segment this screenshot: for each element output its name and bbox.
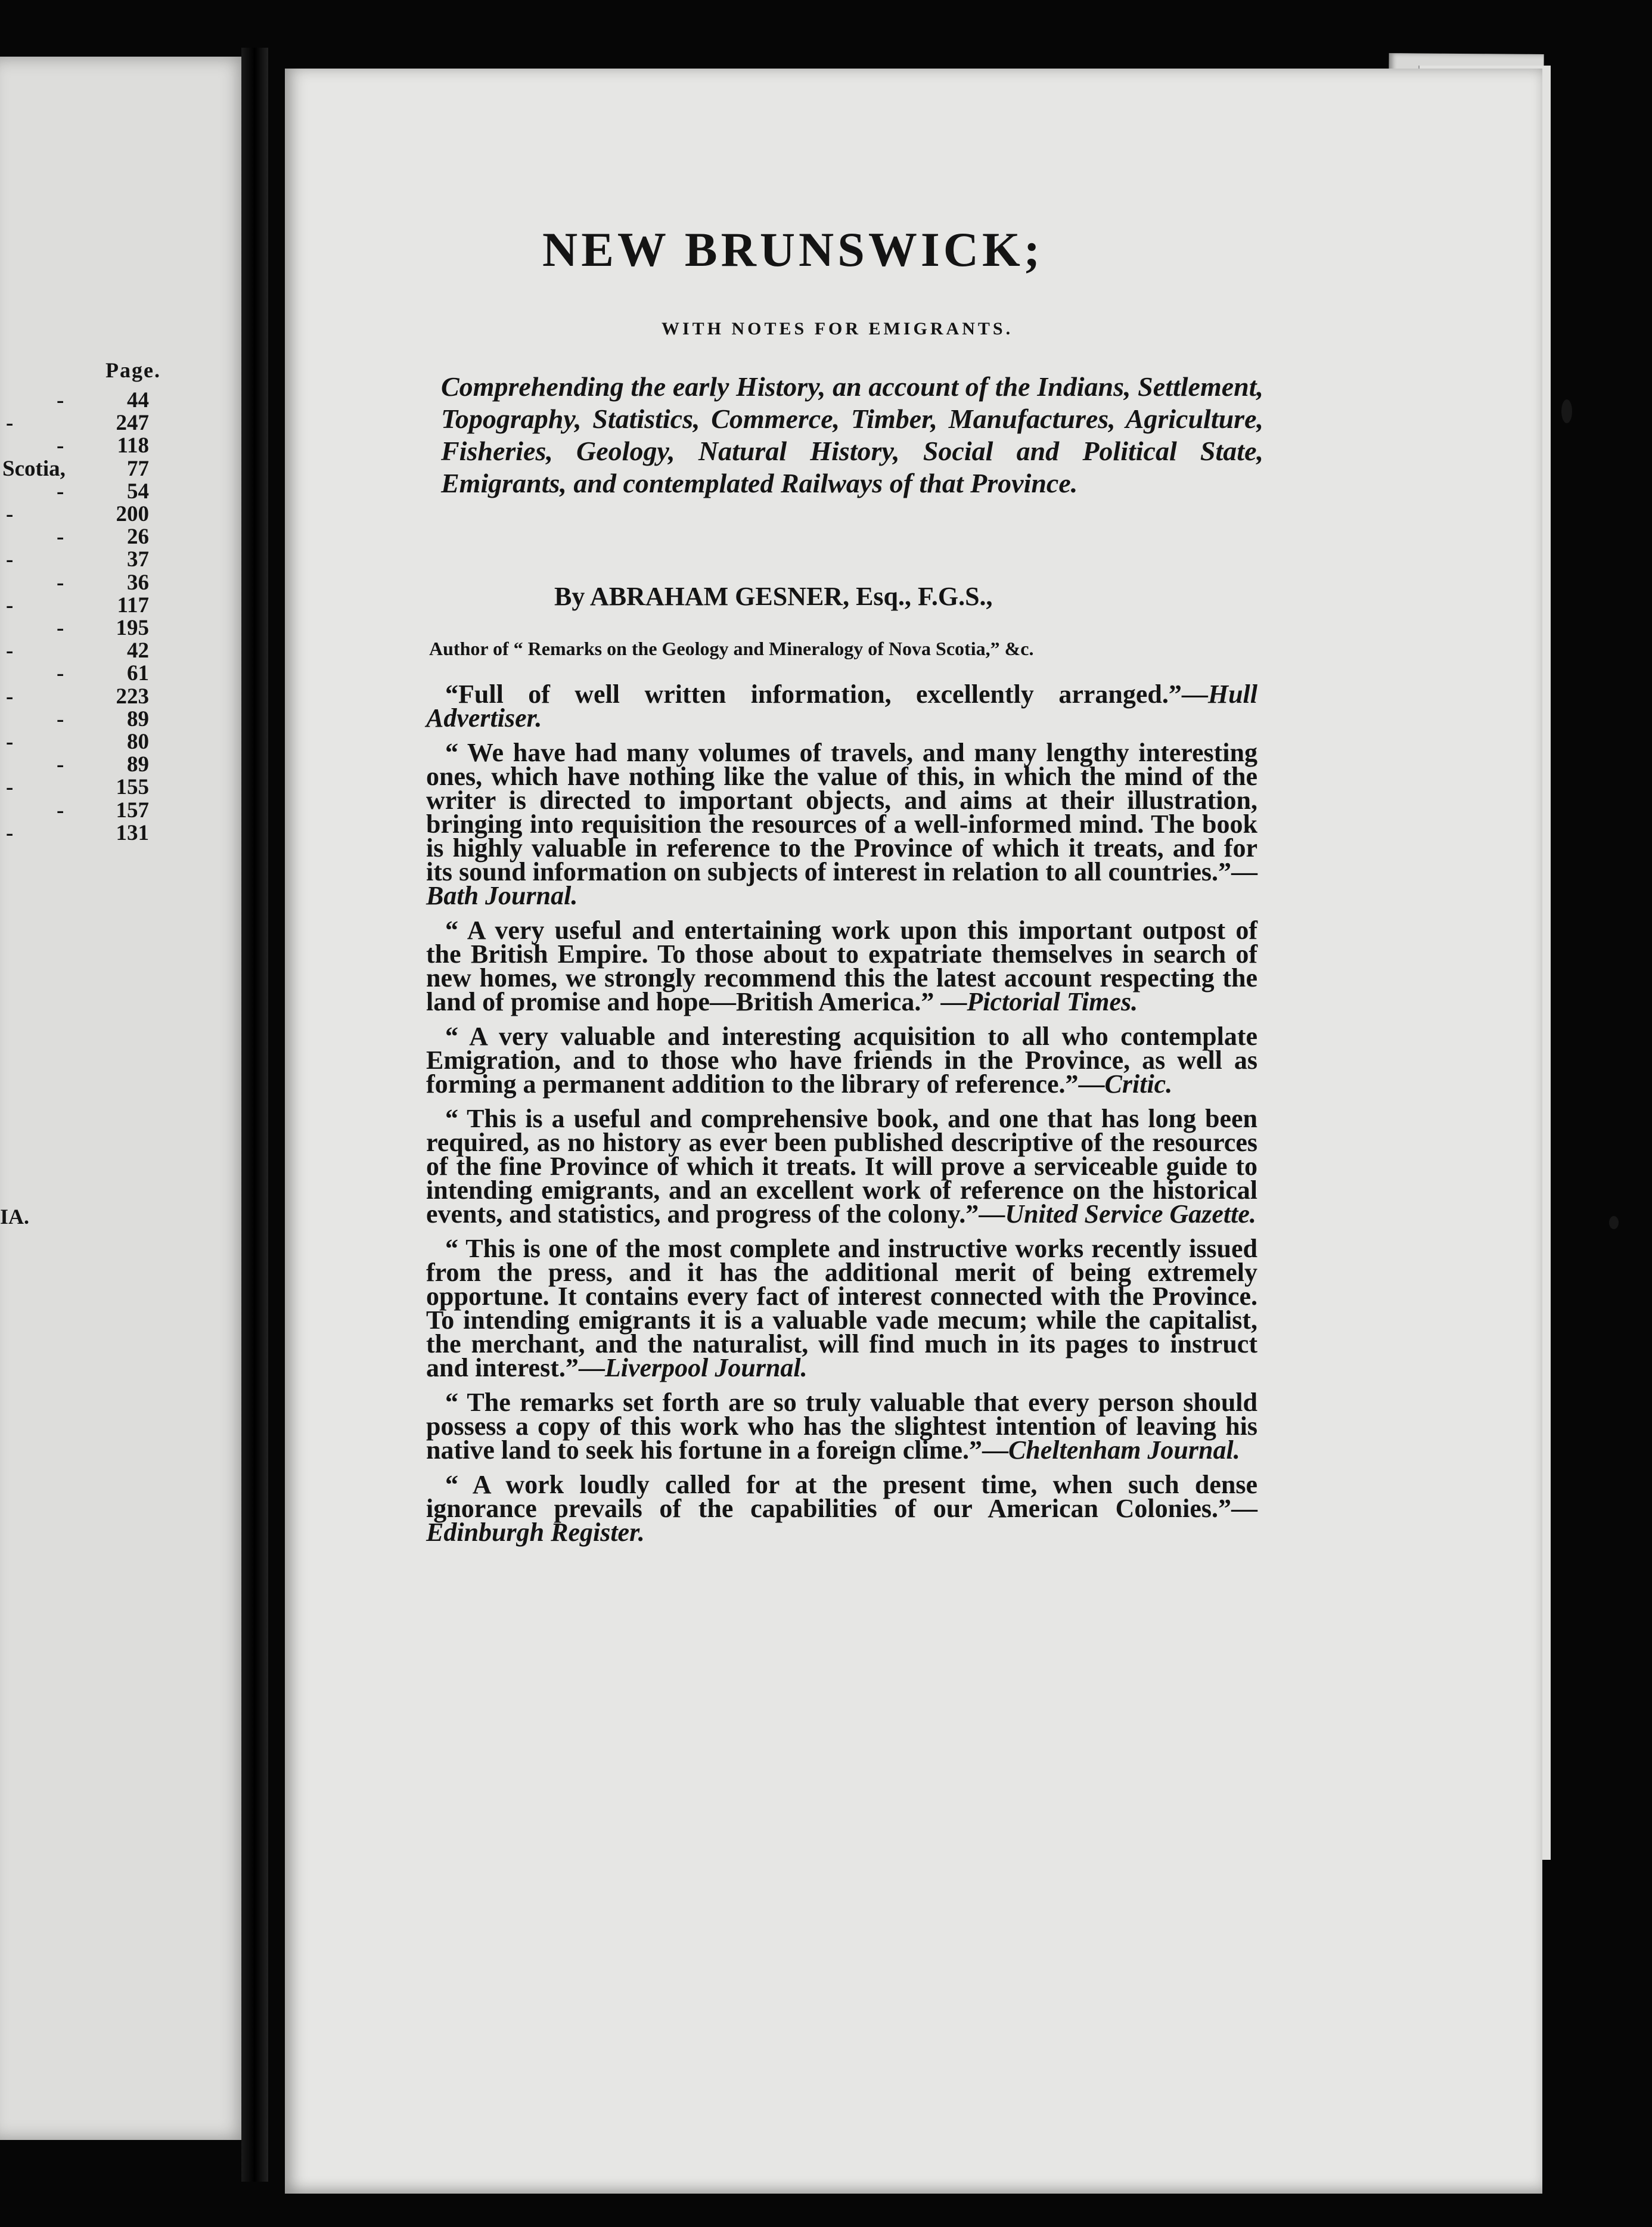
review-quote xyxy=(426,738,1257,910)
index-row xyxy=(0,729,161,752)
index-row-page-number: 157 xyxy=(116,798,149,823)
quote-source: Pictorial Times. xyxy=(967,987,1138,1016)
page-title: NEW BRUNSWICK; xyxy=(542,222,1044,277)
index-row-page-number: 54 xyxy=(127,479,149,504)
quote-source: Edinburgh Register. xyxy=(426,1518,645,1547)
index-row xyxy=(0,684,161,709)
index-row xyxy=(0,410,161,436)
review-quotes xyxy=(426,680,1257,1555)
quote-text: “ A very valuable and interesting acquisition to all who contemplate Emigration, and to those who have friends in the Province, as well as forming a permanent addition to the library of reference.”— xyxy=(426,1022,1257,1099)
quote-text: “Full of well written information, excellently arranged.”— xyxy=(445,680,1208,709)
quote-source: United Service Gazette. xyxy=(1005,1199,1256,1229)
index-row-label: - xyxy=(57,570,64,595)
index-row-label: - xyxy=(6,684,14,709)
index-row-page-number: 131 xyxy=(116,820,149,845)
review-quote xyxy=(426,1388,1257,1465)
ink-smudge xyxy=(1561,399,1572,423)
index-row-label: - xyxy=(57,388,64,412)
index-row xyxy=(0,433,161,458)
index-row-label: - xyxy=(6,730,14,754)
index-row-label: - xyxy=(6,411,14,436)
review-quote xyxy=(426,1234,1257,1382)
index-tail-text: IA. xyxy=(0,1205,30,1229)
index-row-label: - xyxy=(6,638,14,663)
index-row-page-number: 80 xyxy=(127,730,149,754)
index-row xyxy=(0,798,161,823)
index-row xyxy=(0,501,161,524)
index-row-label: - xyxy=(57,433,64,458)
index-row xyxy=(0,547,161,572)
review-quote xyxy=(426,1104,1257,1229)
quote-source: Hull Advertiser. xyxy=(426,680,1257,733)
index-row-page-number: 36 xyxy=(127,570,149,595)
index-row xyxy=(0,593,161,618)
index-row xyxy=(0,638,161,663)
index-row-page-number: 223 xyxy=(116,684,149,709)
index-row xyxy=(0,660,161,686)
ink-smudge xyxy=(1609,1216,1619,1229)
index-row-page-number: 155 xyxy=(116,775,149,800)
book-description: Comprehending the early History, an account of the Indians, Settlement, Topography, Statistics, Commerce, Timber, Manufactures, Agriculture, Fisheries, Geology, Natural History, Social and Political State, Emigrants, and contemplated Railways of that Province. xyxy=(441,371,1263,498)
left-page xyxy=(0,57,250,2140)
index-row-label: Scotia, xyxy=(2,456,66,481)
index-row-page-number: 42 xyxy=(127,638,149,663)
index-row-label: - xyxy=(57,752,64,777)
quote-text: “ A very useful and entertaining work upon this important outpost of the British Empire. To those about to expatriate themselves in search of new homes, we strongly recommend this the latest account respecting the land of promise and hope—British America.” — xyxy=(426,916,1257,1016)
quote-source: Liverpool Journal. xyxy=(604,1353,808,1382)
index-row xyxy=(0,570,161,593)
quote-text: “ This is a useful and comprehensive book, and one that has long been required, as no history as ever been published descriptive of the resources of the fine Province of which it treats. It will prove a serviceable guide to intending emigrants, and an excellent work of reference on the historical events, and statistics, and progress of the colony.”— xyxy=(426,1104,1257,1229)
quote-text: “ We have had many volumes of travels, and many lengthy interesting ones, which have nothing like the value of this, in which the mind of the writer is directed to important objects, and aims at their illustration, bringing into requisition the resources of a well-informed mind. The book is highly valuable in reference to the Province of which it treats, and for its sound information on subjects of interest in relation to all countries.”— xyxy=(426,738,1257,886)
index-row-page-number: 44 xyxy=(127,388,149,412)
page-subtitle: WITH NOTES FOR EMIGRANTS. xyxy=(662,319,1014,339)
index-row-label: - xyxy=(6,775,14,800)
index-row xyxy=(0,752,161,777)
index-row-page-number: 118 xyxy=(117,433,149,458)
review-quote xyxy=(426,1022,1257,1099)
index-row-label: - xyxy=(6,593,14,618)
index-row-page-number: 117 xyxy=(117,593,149,618)
index-row-label: - xyxy=(6,547,14,572)
quote-source: Critic. xyxy=(1104,1069,1173,1099)
quote-text: “ This is one of the most complete and instructive works recently issued from the press, and it has the additional merit of being extremely opportune. It contains every fact of interest connected with the Province. To intending emigrants it is a valuable vade mecum; while the capitalist, the merchant, and the naturalist, will find much in its pages to instruct and interest.”— xyxy=(426,1234,1257,1382)
book-gutter xyxy=(241,48,268,2182)
index-row-label: - xyxy=(57,525,64,550)
index-row xyxy=(0,615,161,638)
index-row-page-number: 26 xyxy=(127,525,149,550)
index-row-label: - xyxy=(57,706,64,731)
index-row-page-number: 89 xyxy=(127,752,149,777)
index-row-page-number: 247 xyxy=(116,411,149,436)
index-row xyxy=(0,479,161,504)
index-row-page-number: 37 xyxy=(127,547,149,572)
quote-source: Bath Journal. xyxy=(426,881,578,910)
index-row-page-number: 89 xyxy=(127,706,149,731)
quote-text: “ A work loudly called for at the present time, when such dense ignorance prevails of the capabilities of our American Colonies.”— xyxy=(426,1470,1257,1523)
index-row-label: - xyxy=(57,479,64,504)
index-row-page-number: 77 xyxy=(127,456,149,481)
index-row-label: - xyxy=(57,661,64,686)
index-row-label: - xyxy=(57,616,64,640)
author-line: By ABRAHAM GESNER, Esq., F.G.S., xyxy=(554,582,993,611)
index-row xyxy=(0,387,161,410)
index-row-label: - xyxy=(57,798,64,823)
index-row-label: - xyxy=(6,502,14,526)
index-row-label: - xyxy=(6,820,14,845)
index-row xyxy=(0,820,161,843)
index-row-page-number: 200 xyxy=(116,502,149,526)
index-header: Page. xyxy=(105,358,161,382)
author-credentials: Author of “ Remarks on the Geology and Mineralogy of Nova Scotia,” &c. xyxy=(429,638,1034,659)
index-row xyxy=(0,774,161,800)
quote-text: “ The remarks set forth are so truly valuable that every person should possess a copy of this work who has the slightest intention of leaving his native land to seek his fortune in a foreign clime.”— xyxy=(426,1388,1257,1465)
index-row-page-number: 195 xyxy=(116,616,149,640)
index-row xyxy=(0,456,161,479)
quote-source: Cheltenham Journal. xyxy=(1008,1435,1240,1465)
review-quote xyxy=(426,680,1257,733)
index-row xyxy=(0,524,161,550)
index-row xyxy=(0,706,161,729)
review-quote xyxy=(426,916,1257,1016)
review-quote xyxy=(426,1470,1257,1547)
index-row-page-number: 61 xyxy=(127,661,149,686)
